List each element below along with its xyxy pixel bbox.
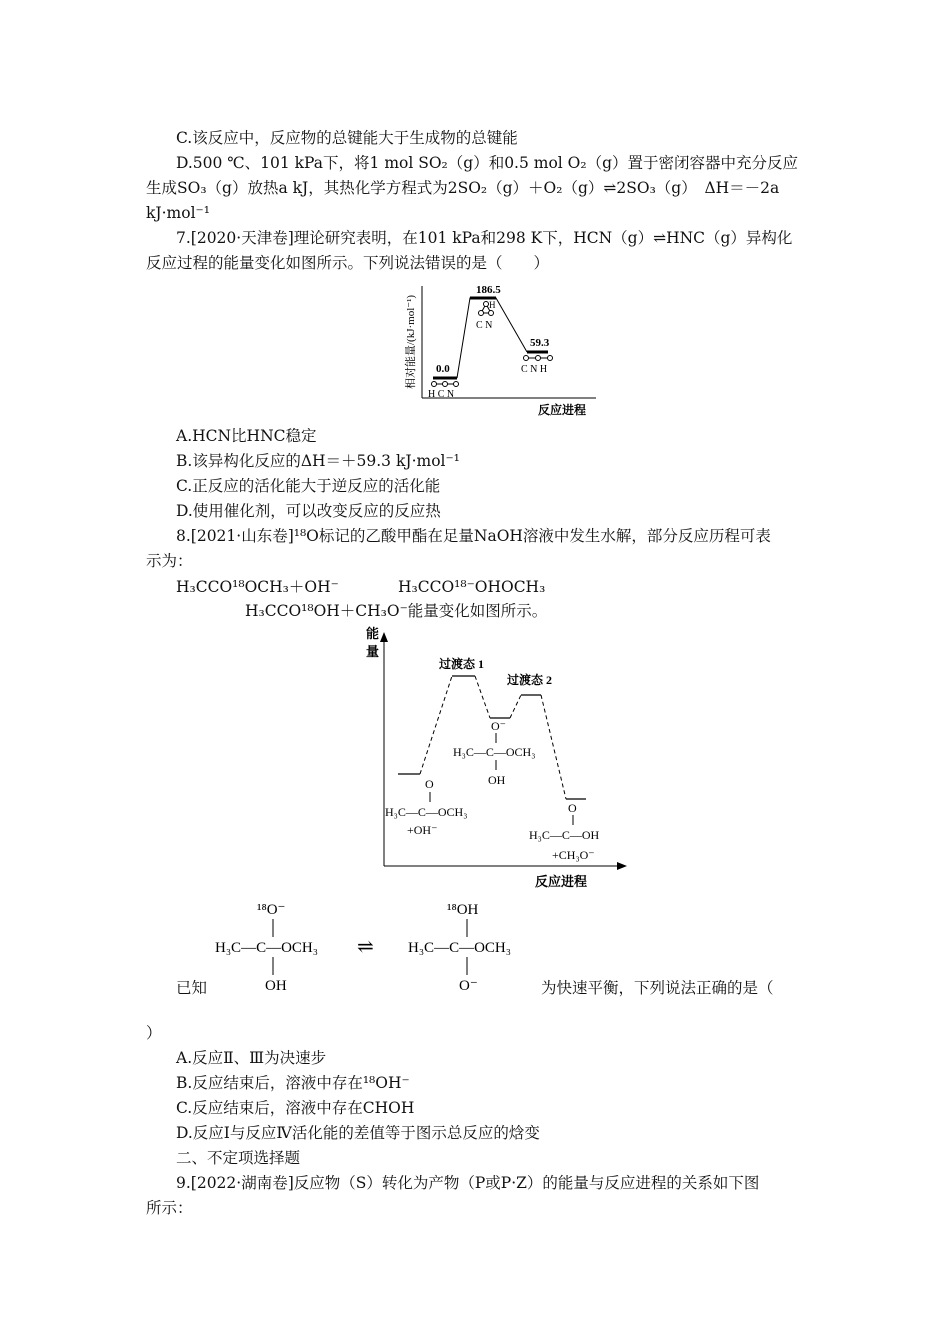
equilibrium-arrow-icon: ⇌ [357,936,374,958]
reaction-path [457,298,527,378]
mid-molecule: H₃C—C—OCH₃ [453,745,536,759]
q8-equation-products: H₃CCO¹⁸OH＋CH₃O⁻能量变化如图所示。 [245,602,548,620]
q8-known-suffix: 为快速平衡，下列说法正确的是（ [541,979,774,997]
y-axis-label: 相对能量/(kJ·mol⁻¹) [405,294,417,390]
level-value-2: 59.3 [530,337,550,349]
level-value-1: 186.5 [476,284,501,296]
left-addend: +OH⁻ [407,823,438,837]
q7-stem-line1: 7.[2020·天津卷]理论研究表明，在101 kPa和298 K下，HCN（g）⇌HNC（g）异构化 [176,229,793,247]
q6-option-d-line2: 生成SO₃（g）放热a kJ，其热化学方程式为2SO₂（g）＋O₂（g）⇌2SO₃（g） ΔH＝－2a [146,179,780,197]
right-addend: +CH₃O⁻ [552,848,595,862]
left-bottom-group: OH [265,978,287,994]
right-structure: H₃C—C—OCH₃ [408,940,511,956]
left-carbonyl-o: O [425,777,434,791]
x-axis-arrow-icon [617,862,627,870]
x-axis-label: 反应进程 [535,874,588,889]
q7-option-b: B.该异构化反应的ΔH＝＋59.3 kJ·mol⁻¹ [176,452,460,470]
x-axis-label: 反应进程 [538,403,587,417]
q7-option-d: D.使用催化剂，可以改变反应的反应热 [176,502,441,520]
mid-oxyanion: O⁻ [491,719,506,733]
left-molecule: H₃C—C—OCH₃ [385,805,468,819]
q8-option-a: A.反应Ⅱ、Ⅲ为决速步 [176,1049,327,1067]
left-structure: H₃C—C—OCH₃ [215,940,318,956]
hnc-atoms: C N H [521,364,548,375]
q8-option-c: C.反应结束后，溶液中存在CHOH [176,1099,415,1117]
y-axis-arrow-icon [380,632,388,642]
q8-known-prefix: 已知 [176,979,208,997]
q8-option-d: D.反应Ⅰ与反应Ⅳ活化能的差值等于图示总反应的焓变 [176,1124,540,1142]
q8-stem-line1: 8.[2021·山东卷]¹⁸O标记的乙酸甲酯在足量NaOH溶液中发生水解，部分反应历程可表 [176,527,771,545]
q8-stem-line2: 示为： [146,552,193,570]
hnc-molecule-icon [524,356,553,361]
mid-hydroxyl: OH [488,773,506,787]
q7-energy-chart [400,280,600,420]
q7-option-c: C.正反应的活化能大于逆反应的活化能 [176,477,441,495]
section-heading: 二、不定项选择题 [176,1149,301,1167]
right-top-group: ¹⁸OH [447,902,479,918]
q6-option-d-line3: kJ·mol⁻¹ [146,204,210,222]
transition-h-atom: H [489,300,496,310]
transition-state-2-label: 过渡态 2 [507,673,553,687]
y-label-2: 量 [366,644,380,659]
level-value-0: 0.0 [436,363,450,375]
q8-energy-diagram [355,622,635,892]
transition-atoms: C N [476,320,493,331]
q6-option-c: C.该反应中，反应物的总键能大于生成物的总键能 [176,129,518,147]
q6-option-d-line1: D.500 ℃、101 kPa下，将1 mol SO₂（g）和0.5 mol O₂（g）置于密闭容器中充分反应 [176,154,799,172]
left-top-group: ¹⁸O⁻ [257,902,286,918]
right-bottom-group: O⁻ [459,978,478,994]
q9-stem-line1: 9.[2022·湖南卷]反应物（S）转化为产物（P或P·Z）的能量与反应进程的关系如下图 [176,1174,760,1192]
q8-option-b: B.反应结束后，溶液中存在¹⁸OH⁻ [176,1074,410,1092]
hcn-molecule-icon [432,382,459,387]
q8-equation-reactants: H₃CCO¹⁸OCH₃＋OH⁻ [176,578,339,596]
right-carbonyl-o: O [568,801,577,815]
q8-equilibrium-structures [205,895,545,999]
q9-stem-line2: 所示： [146,1199,193,1217]
hcn-atoms: H C N [428,389,455,400]
right-molecule: H₃C—C—OH [529,828,600,842]
y-label-1: 能 [366,626,380,641]
transition-state-1-label: 过渡态 1 [439,657,485,671]
q7-option-a: A.HCN比HNC稳定 [176,427,317,445]
q7-stem-line2: 反应过程的能量变化如图所示。下列说法错误的是（ ） [146,254,550,272]
q8-close-paren: ） [146,1024,162,1042]
q8-equation-intermediate: H₃CCO¹⁸⁻OHOCH₃ [398,578,546,596]
